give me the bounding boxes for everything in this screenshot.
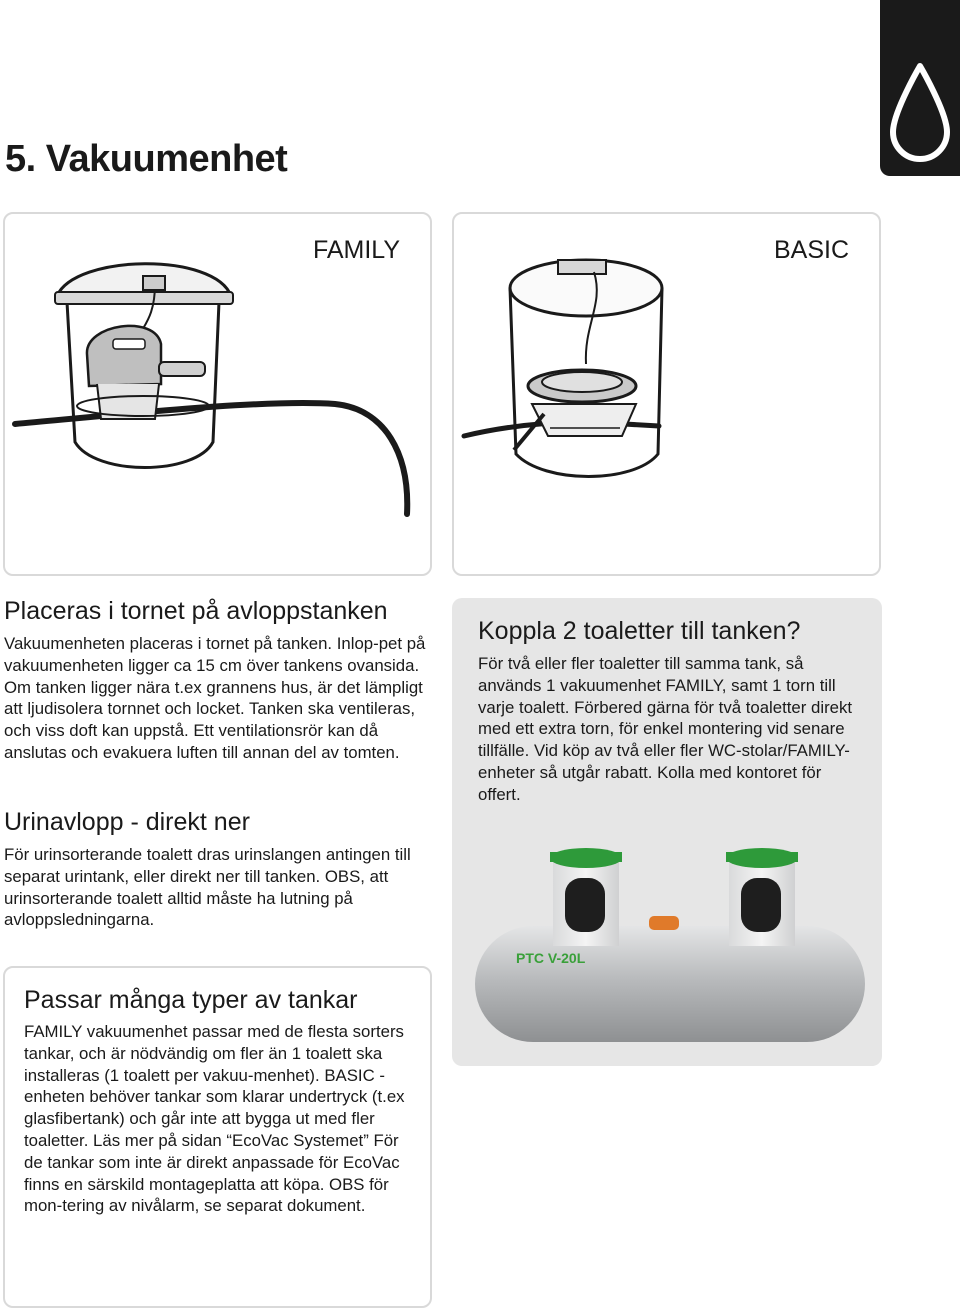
inlet-orange	[649, 916, 679, 930]
basic-card	[452, 212, 881, 576]
family-label: FAMILY	[312, 236, 400, 264]
tank-body	[475, 926, 865, 1042]
placement-heading: Placeras i tornet på avloppstanken	[4, 597, 388, 625]
corner-tab	[880, 0, 960, 176]
tank-label: PTC V-20L	[516, 950, 586, 966]
vacuum-unit-right	[741, 878, 781, 932]
tanks-heading: Passar många typer av tankar	[24, 986, 358, 1014]
vacuum-unit-left	[565, 878, 605, 932]
water-drop-icon	[889, 62, 951, 166]
basic-tower-illustration	[454, 214, 879, 574]
family-tower-illustration	[5, 214, 430, 574]
placement-text: Vakuumenheten placeras i tornet på tanken. Inlop-pet på vakuumenheten ligger ca 15 cm över tankens ovansida. Om tanken ligger nära t.ex grannens hus, är det lämpligt att ljudisolera tornnet och locket. Tanken ska ventileras, och viss doft kan uppstå. Ett ventilationsrör kan då anslutas och evakuera luften till annan del av tomten.	[4, 634, 426, 762]
family-card	[3, 212, 432, 576]
page-title: 5. Vakuumenhet	[5, 138, 288, 180]
urine-heading: Urinavlopp - direkt ner	[4, 808, 250, 836]
two-toilets-text: För två eller fler toaletter till samma tank, så används 1 vakuumenhet FAMILY, samt 1 torn till varje toalett. Förbered gärna för två toaletter direkt med ett extra torn, för enkel montering vid senare tillfälle. Vid köp av två eller fler WC-stolar/FAMILY-enheter så utgår rabatt. Kolla med kontoret för offert.	[478, 654, 853, 804]
two-toilets-heading: Koppla 2 toaletter till tanken?	[478, 617, 801, 645]
urine-text: För urinsorterande toalett dras urinslangen antingen till separat urintank, eller direkt ner till tanken. OBS, att urinsorterande toalett alltid måste ha lutning på avloppsledningarna.	[4, 845, 411, 930]
basic-label: BASIC	[773, 236, 849, 264]
tanks-text: FAMILY vakuumenhet passar med de flesta sorters tankar, och är nödvändig om fler än 1 toalett ska installeras (1 toalett per vakuu-menhet). BASIC - enheten behöver tankar som klarar undertryck (t.ex glasfibertank) och går inte att bygga ut med fler toaletter. Läs mer på sidan “EcoVac Systemet” För de tankar som inte är direkt anpassade för EcoVac finns en särskild montageplatta att köpa. OBS för mon-tering av nivålarm, se separat dokument.	[24, 1022, 405, 1216]
